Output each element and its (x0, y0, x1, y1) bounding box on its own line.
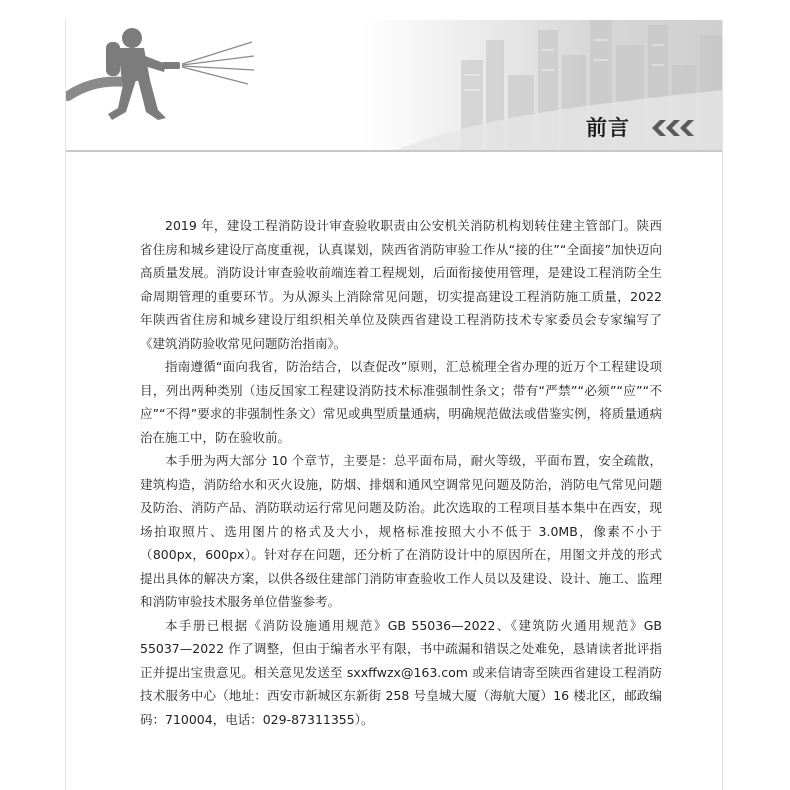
preface-paragraph: 本手册为两大部分 10 个章节，主要是：总平面布局，耐火等级，平面布置，安全疏散，建筑构造，消防给水和灭火设施，防烟、排烟和通风空调常见问题及防治，消防电气常见问题及防治、消防产品、消防联动运行常见问题及防治。此次选取的工程项目基本集中在西安，现场拍取照片、选用图片的格式及大小，规格标准按照大小不低于 3.0MB，像素不小于（800px，600px）。针对存在问题，还分析了在消防设计中的原因所在，用图文并茂的形式提出具体的解决方案，以供各级住建部门消防审查验收工作人员以及建设、设计、施工、监理和消防审验技术服务单位借鉴参考。 (140, 453, 662, 609)
preface-body (140, 214, 662, 731)
preface-paragraph: 指南遵循“面向我省，防治结合，以查促改”原则，汇总梳理全省办理的近万个工程建设项目，列出两种类别（违反国家工程建设消防技术标准强制性条文；带有“严禁”“必须”“应”“不应”“不得”要求的非强制性条文）常见或典型质量通病，明确规范做法或借鉴实例，将质量通病治在施工中，防在验收前。 (140, 359, 662, 445)
header-divider (66, 150, 722, 152)
page-title: 前言 (586, 116, 630, 140)
preface-paragraph: 2019 年，建设工程消防设计审查验收职责由公安机关消防机构划转住建主管部门。陕西省住房和城乡建设厅高度重视，认真谋划，陕西省消防审验工作从“接的住”“全面接”加快迈向高质量发展。消防设计审查验收前端连着工程规划，后面衔接使用管理，是建设工程消防全生命周期管理的重要环节。为从源头上消除常见问题，切实提高建设工程消防施工质量，2022 年陕西省住房和城乡建设厅组织相关单位及陕西省建设工程消防技术专家委员会专家编写了《建筑消防验收常见问题防治指南》。 (140, 218, 662, 351)
firefighter-hose-icon (66, 24, 256, 128)
preface-paragraph: 本手册已根据《消防设施通用规范》GB 55036—2022、《建筑防火通用规范》GB 55037—2022 作了调整，但由于编者水平有限，书中疏漏和错误之处难免，恳请读者批评指正并提出宝贵意见。相关意见发送至 sxxffwzx@163.com 或来信请寄至陕西省建设工程消防技术服务中心（地址：西安市新城区东新街 258 号皇城大厦（海航大厦）16 楼北区，邮政编码：710004，电话：029-87311355）。 (140, 617, 662, 727)
triple-chevron-left-icon (650, 120, 700, 136)
